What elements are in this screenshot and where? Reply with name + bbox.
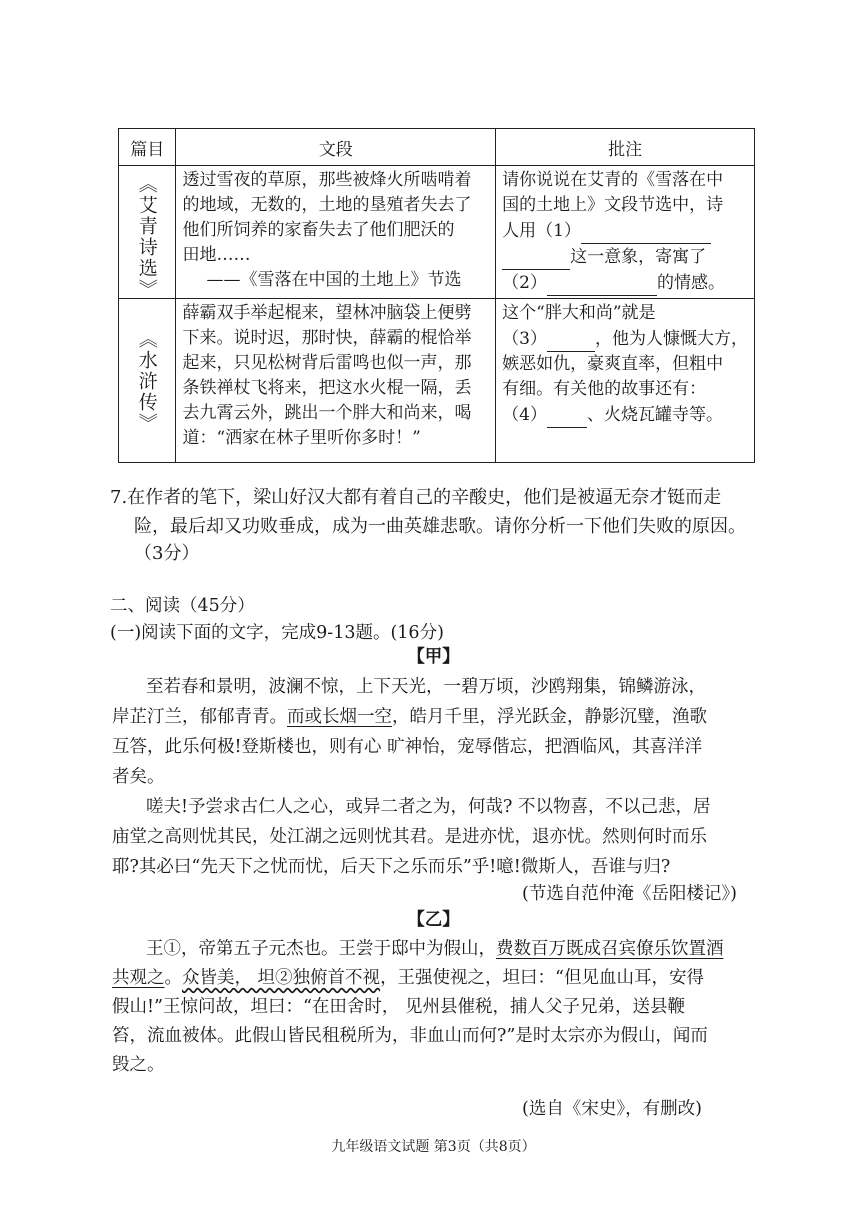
jia-underlined-phrase: 而或长烟一空: [287, 707, 392, 727]
header-title: 篇目: [119, 129, 176, 166]
jia-line: 耶?其必曰“先天下之忧而忧，后天下之乐而乐”乎!噫!微斯人，吾谁与归?: [112, 857, 671, 877]
note-line: 国的土地上》文段节选中，诗: [502, 195, 724, 215]
passage-cell: [176, 166, 496, 299]
jia-line: [112, 703, 707, 731]
yi-underlined-sentence: 费数百万既成召宾僚乐饮置酒: [496, 939, 724, 959]
jia-text: 岸芷汀兰，郁郁青青。: [112, 707, 287, 727]
book-title: 《水浒传》: [135, 328, 158, 434]
yi-underlined-sentence: 共观之: [112, 968, 165, 988]
jia-line: 者矣。: [112, 767, 165, 787]
note-line: ，他为人慷慨大方，: [595, 329, 748, 349]
note-line: （4）: [502, 405, 547, 425]
book-title: 《艾青诗选》: [135, 174, 158, 300]
passage-line: 透过雪夜的草原，那些被烽火所啮啃着: [182, 170, 472, 190]
passage-line: 他们所饲养的家畜失去了他们肥沃的: [182, 220, 455, 240]
table-row: [119, 166, 755, 299]
note-line: 嫉恶如仇，豪爽直率，但粗中: [502, 354, 724, 374]
jia-line: 至若春和景明，波澜不惊，上下天光，一碧万顷，沙鸥翔集，锦鳞游泳，: [146, 677, 706, 697]
answer-blank-1-cont[interactable]: [502, 244, 570, 270]
note-line: 这个“胖大和尚”就是: [502, 303, 656, 323]
question-7-line: （3分）: [134, 543, 200, 564]
jia-line: 嗟夫!予尝求古仁人之心，或异二者之为，何哉? 不以物喜，不以己悲，居: [146, 797, 711, 817]
passage-line: 薛霸双手举起棍来，望林冲脑袋上便劈: [182, 303, 472, 323]
question-7-line: 7.在作者的笔下，梁山好汉大都有着自己的辛酸史，他们是被逼无奈才铤而走: [110, 487, 722, 508]
header-passage: 文段: [176, 129, 496, 166]
yi-text: 王①，帝第五子元杰也。王尝于邸中为假山，: [146, 939, 496, 959]
header-note: 批注: [496, 129, 755, 166]
yi-wavy-phrase: 众皆美， 坦②独俯首不视: [182, 968, 381, 988]
passage-cell: [176, 299, 496, 463]
page-footer: 九年级语文试题 第3页（共8页）: [331, 1139, 536, 1155]
yi-line: [146, 935, 724, 963]
answer-blank-3[interactable]: [547, 326, 595, 352]
yi-line: 假山!”王惊问故，坦曰：“在田舍时， 见州县催税，捕人父子兄弟，送县鞭: [112, 997, 685, 1017]
note-line: 、火烧瓦罐寺等。: [587, 405, 723, 425]
note-line: （2）: [502, 273, 547, 293]
row-title-cell: [119, 299, 176, 463]
passage-jia-label: 【甲】: [407, 647, 460, 667]
yi-text: ，王强使视之，坦曰：“但见血山耳，安得: [380, 968, 705, 988]
passage-line: 条铁禅杖飞将来，把这水火棍一隔，丢: [182, 378, 472, 398]
passage-line: 起来，只见松树背后雷鸣也似一声，那: [182, 353, 472, 373]
note-line: 请你说说在艾青的《雪落在中: [502, 170, 724, 190]
literature-table: [118, 128, 755, 463]
table-header-row: [119, 129, 755, 166]
jia-source: (节选自范仲淹《岳阳楼记》): [522, 884, 737, 904]
note-line: 的情感。: [657, 273, 725, 293]
yi-text: 。: [164, 968, 182, 988]
section-subtitle: (一)阅读下面的文字，完成9-13题。(16分): [110, 623, 444, 643]
jia-text: ，皓月千里，浮光跃金，静影沉璧，渔歌: [392, 707, 707, 727]
passage-line: 的地域，无数的，土地的垦殖者失去了: [182, 195, 472, 215]
note-line: 有细。有关他的故事还有：: [502, 379, 707, 399]
yi-line: 毁之。: [112, 1055, 165, 1075]
jia-line: 庙堂之高则忧其民，处江湖之远则忧其君。是进亦忧，退亦忧。然则何时而乐: [112, 827, 707, 847]
yi-line: 笞，流血被体。此假山皆民租税所为，非血山而何?”是时太宗亦为假山，闻而: [112, 1026, 708, 1046]
yi-source: (选自《宋史》，有删改): [522, 1099, 702, 1119]
note-cell: [496, 166, 755, 299]
row-title-cell: [119, 166, 176, 299]
note-line: 这一意象，寄寓了: [570, 247, 707, 267]
note-cell: [496, 299, 755, 463]
note-line: （3）: [502, 329, 547, 349]
answer-blank-1[interactable]: [581, 218, 711, 244]
note-line: 人用（1）: [502, 221, 581, 241]
section-title: 二、阅读（45分）: [110, 596, 255, 616]
passage-line: 道：“洒家在林子里听你多时！”: [182, 428, 421, 448]
passage-source: ——《雪落在中国的土地上》节选: [206, 270, 462, 290]
passage-yi-label: 【乙】: [407, 910, 460, 930]
jia-line: 互答，此乐何极!登斯楼也，则有心 旷神怡，宠辱偕忘，把酒临风，其喜洋洋: [112, 737, 703, 757]
passage-line: 下来。说时迟，那时快，薛霸的棍恰举: [182, 328, 472, 348]
passage-line: 去九霄云外，跳出一个胖大和尚来，喝: [182, 403, 472, 423]
answer-blank-2[interactable]: [547, 270, 657, 296]
passage-line: 田地……: [182, 245, 251, 265]
table-row: [119, 299, 755, 463]
answer-blank-4[interactable]: [547, 402, 587, 428]
yi-line: [112, 964, 704, 992]
question-7-line: 险，最后却又功败垂成，成为一曲英雄悲歌。请你分析一下他们失败的原因。: [134, 516, 746, 537]
